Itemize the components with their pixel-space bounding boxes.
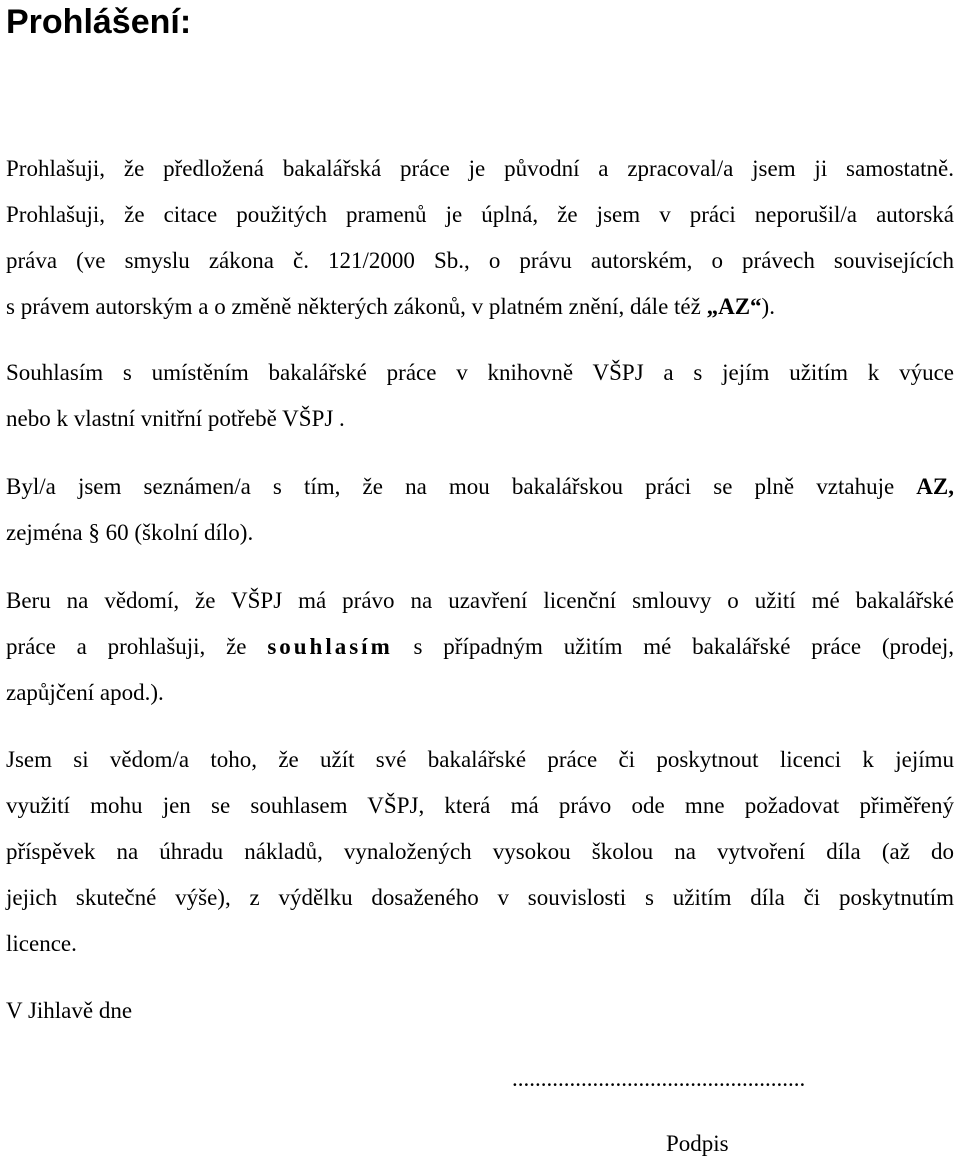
paragraph-line: nebo k vlastní vnitřní potřebě VŠPJ . [6, 406, 345, 431]
declaration-paragraph-usage [6, 737, 954, 967]
line-text: Byl/a jsem seznámen/a s tím, že na mou bakalářskou práci se plně vztahuje [6, 474, 895, 499]
signature-line: ................................................... [512, 1066, 806, 1091]
paragraph-line: Prohlašuji, že citace použitých pramenů je úplná, že jsem v práci neporušil/a autorská [6, 202, 954, 227]
az-abbreviation: „AZ“ [706, 294, 762, 319]
declaration-paragraph-az [6, 464, 954, 556]
page-title: Prohlášení: [6, 3, 192, 41]
consent-word: souhlasím [267, 634, 393, 659]
line-text: s právem autorským a o změně některých zákonů, v platném znění, dále též [6, 294, 707, 319]
line-text: s případným užitím mé bakalářské práce (prodej, [413, 634, 955, 659]
paragraph-line: Souhlasím s umístěním bakalářské práce v knihovně VŠPJ a s jejím užitím k výuce [6, 360, 954, 385]
signature-label: Podpis [666, 1131, 729, 1156]
place-date-label: V Jihlavě dne [6, 998, 133, 1023]
paragraph-line: zapůjčení apod.). [6, 680, 164, 705]
line-text: práce a prohlašuji, že [6, 634, 247, 659]
paragraph-line: práva (ve smyslu zákona č. 121/2000 Sb., o právu autorském, o právech souvisejících [6, 248, 954, 273]
declaration-paragraph-library [6, 350, 954, 442]
paragraph-line [6, 464, 954, 510]
declaration-paragraph-originality [6, 146, 954, 330]
paragraph-line: Jsem si vědom/a toho, že užít své bakalářské práce či poskytnout licenci k jejímu [6, 747, 954, 772]
paragraph-line: Prohlašuji, že předložená bakalářská práce je původní a zpracoval/a jsem ji samostatně. [6, 156, 954, 181]
paragraph-line: využití mohu jen se souhlasem VŠPJ, která má právo ode mne požadovat přiměřený [6, 793, 954, 818]
declaration-paragraph-license [6, 578, 954, 716]
paragraph-line: jejich skutečné výše), z výdělku dosaženého v souvislosti s užitím díla či poskytnutím [6, 885, 954, 910]
paragraph-line [6, 284, 954, 330]
az-abbreviation: AZ, [916, 474, 954, 499]
paragraph-line [6, 624, 954, 670]
paragraph-line: příspěvek na úhradu nákladů, vynaložených vysokou školou na vytvoření díla (až do [6, 839, 954, 864]
line-text: ). [761, 294, 775, 319]
paragraph-line: Beru na vědomí, že VŠPJ má právo na uzavření licenční smlouvy o užití mé bakalářské [6, 588, 954, 613]
paragraph-line: licence. [6, 931, 77, 956]
paragraph-line: zejména § 60 (školní dílo). [6, 520, 254, 545]
